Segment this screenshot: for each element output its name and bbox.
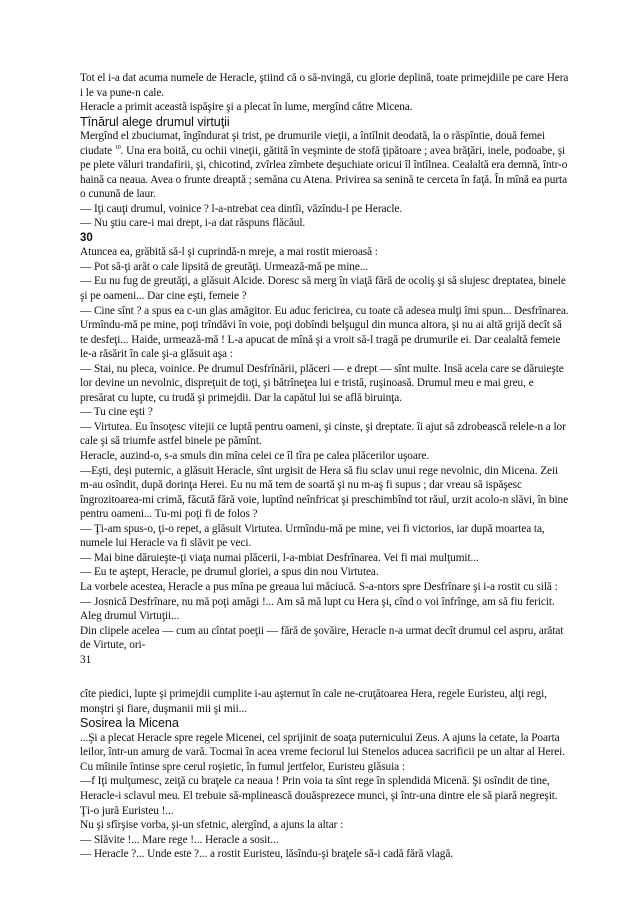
dialogue-line: — Tu cine eşti ?: [80, 406, 153, 419]
dialogue-line: — Iţi cauţi drumul, voinice ? l-a-ntrebat cea dintîi, văzîndu-l pe Heracle.: [80, 202, 403, 215]
dialogue-line: — Eu te aştept, Heracle, pe drumul gloriei, a spus din nou Virtutea.: [80, 566, 379, 579]
section-heading: Sosirea la Micena: [80, 716, 179, 731]
section-heading: Tînărul alege drumul virtuţii: [80, 114, 230, 129]
intro-paragraph: Tot el i-a dat acuma numele de Heracle, ştiind că o să-nvingă, cu glorie deplină, toate primejdiile pe care Hera i le va pune-n cale.: [80, 72, 569, 99]
dialogue-line: La vorbele acestea, Heracle a pus mîna pe greaua lui măciucă. S-a-ntors spre Desfrînare şi i-a rostit cu silă :: [80, 580, 558, 593]
intro-paragraph: Heracle a primit această ispăşire şi a plecat în lume, mergînd către Micena.: [80, 101, 413, 114]
dialogue-line: — Heracle ?... Unde este ?... a rostit Euristeu, lăsîndu-şi braţele să-i cadă fără vlagă.: [80, 848, 454, 861]
document-page: [80, 71, 570, 862]
page-number: 30: [80, 231, 93, 244]
dialogue-line: — Stai, nu pleca, voinice. Pe drumul Desfrînării, plăceri — e drept — sînt multe. Insă acela care se dăruieşte lor devine un nevolnic, dispreţuit de toţi, şi bătrîneţea lui e tristă, ruşinoasă. Drumul meu e mai greu, e presărat cu lupte, cu trudă şi primejdii. Dar la capătul lui se află biruinţa.: [80, 362, 564, 404]
dialogue-line: ...Şi a plecat Heracle spre regele Micenei, cel sprijinit de soaţa puternicului Zeus. A ajuns la cetate, la Poarta leilor, într-un amurg de vară. Tocmai în acea vreme feciorul lui Stenelos aducea sacrificii pe un altar al Herei. Cu mîinile întinse spre cerul roşietic, în fumul jertfelor, Euristeu glăsuia :: [80, 731, 565, 773]
dialogue-line: — Pot să-ţi arăt o cale lipsită de greutăţi. Urmează-mă pe mine...: [80, 260, 369, 273]
dialogue-line: — Eu nu fug de greutăţi, a glăsuit Alcide. Doresc să merg în viaţă fără de ocoliş şi să slujesc dreptatea, binele şi pe oameni... Dar cine eşti, femeie ?: [80, 275, 566, 303]
body-paragraph: cîte piedici, lupte şi primejdii cumplite i-au aşternut în cale ne-cruţătoarea Hera, regele Euristeu, alţi regi, monştri şi fiare, duşmanii mii şi mii...: [80, 688, 547, 715]
dialogue-line: — Nu ştiu care-i mai drept, i-a dat răspuns flăcăul.: [80, 217, 306, 230]
dialogue-line: Heracle, auzind-o, s-a smuls din mîna celei ce îl tîra pe calea plăcerilor uşoare.: [80, 450, 430, 463]
dialogue-line: — Cine sînt ? a spus ea c-un glas amăgitor. Eu aduc fericirea, cu toate că adesea mulţi îmi spun... Desfrînarea. Urmîndu-mă pe mine, poţi trîndăvi în voie, poţi dobîndi belşugul din munca altora, şi nu ai altă grijă decît să te desfeţi... Haide, urmează-mă ! L-a apucat de mînă şi a vroit să-l tragă pe drumurile ei. Dar cealaltă femeie le-a răsărit în cale şi-a glăsuit aşa :: [80, 304, 569, 361]
dialogue-line: — Josnică Desfrînare, nu mă poţi amăgi !... Am să mă lupt cu Hera şi, cînd o voi înfrînge, am să fiu fericit. Aleg drumul Virtuţii...: [80, 595, 555, 623]
dialogue-line: — Slăvite !... Mare rege !... Heracle a sosit...: [80, 833, 279, 846]
dialogue-line: Din clipele acelea — cum au cîntat poeţii — fără de şovăire, Heracle n-a urmat decît drumul cel aspru, arătat de Virtute, ori-: [80, 624, 564, 652]
page-break: [80, 667, 570, 687]
body-paragraph: [80, 129, 570, 202]
paragraph-text: . Una era boită, cu ochii vineţii, gătită în veşminte de stofă ţipătoare ; avea brăţări, inele, podoabe, şi pe plete văluri trandafirii, şi, chicotind, zvîrlea zîmbete deşuchiate oricui îl întîlnea. Cealaltă era demnă, într-o haină ca neaua. Avea o frunte dreaptă ; semăna cu Atena. Privirea sa senină te cerceta în faţă. În mînă ea purta o cunună de laur.: [80, 144, 568, 201]
footnote-reference: 10: [114, 144, 121, 151]
dialogue-line: —Eşti, deşi puternic, a glăsuit Heracle, sînt urgisit de Hera să fiu sclav unui rege nevolnic, din Micena. Zeii m-au osîndit, după dorinţa Herei. Eu nu mă tem de soartă şi nu m-aş fi supus ; dar vreau să ispăşesc îngrozitoarea-mi crimă, făcută fără voie, luptînd neînfricat şi preschimbînd tot răul, urzit acolo-n slăvi, în bine pentru oameni... Tu-mi poţi fi de folos ?: [80, 464, 569, 521]
dialogue-line: Atuncea ea, grăbită să-l şi cuprindă-n mreje, a mai rostit mieroasă :: [80, 246, 378, 259]
dialogue-line: — Ţi-am spus-o, ţi-o repet, a glăsuit Virtutea. Urmîndu-mă pe mine, vei fi victorios, iar după moartea ta, numele lui Heracle va fi slăvit pe veci.: [80, 522, 545, 550]
paragraph-text: Mergînd el zbuciumat, îngîndurat şi trist, pe drumurile vieţii, a întîlnit deodată, la o răspîntie, două femei ciudate: [80, 130, 546, 157]
dialogue-line: Nu şi sfîrşise vorba, şi-un sfetnic, alergînd, a ajuns la altar :: [80, 819, 344, 832]
page-number: 31: [80, 653, 92, 666]
dialogue-line: — Virtutea. Eu însoţesc vitejii ce luptă pentru oameni, şi cinste, şi dreptate. îi ajut să zdrobească relele-n a lor cale şi să triumfe astfel binele pe pămînt.: [80, 420, 566, 448]
dialogue-line: —f Iţi mulţumesc, zeiţă cu braţele ca neaua ! Prin voia ta sînt rege în splendida Micenă. Şi osîndit de tine, Heracle-i sclavul meu. El trebuie să-mplinească douăsprezece munci, şi într-una dintre ele să piară negreşit. Ţi-o jură Euristeu !...: [80, 775, 558, 817]
dialogue-line: — Mai bine dăruieşte-ţi viaţa numai plăcerii, l-a-mbiat Desfrînarea. Vei fi mai mulţumit...: [80, 551, 479, 564]
